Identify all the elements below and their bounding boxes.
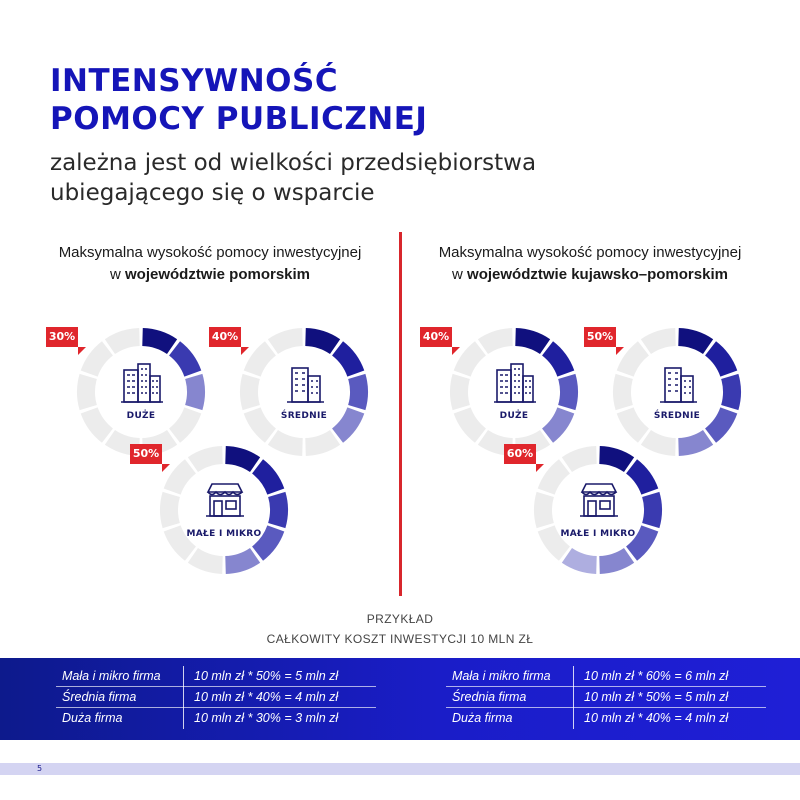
example-heading: PRZYKŁAD <box>366 612 434 626</box>
calc-row <box>446 666 766 687</box>
donut-segment-empty <box>613 374 633 410</box>
donut-segment-empty <box>562 446 597 472</box>
right-heading-line-1: Maksymalna wysokość pomocy inwestycyjnej <box>438 244 742 261</box>
donut-segment-filled <box>169 341 201 376</box>
subtitle-line-2: ubiegającego się o wsparcie <box>50 180 375 206</box>
donut-segment-filled <box>678 328 713 354</box>
donut-segment-empty <box>188 446 223 472</box>
calc-firm-type: Duża firma <box>452 711 513 725</box>
calc-formula: 10 mln zł * 60% = 6 mln zł <box>584 669 729 683</box>
donut-segment-empty <box>160 492 180 528</box>
panel-divider <box>399 232 402 596</box>
page-subtitle <box>50 148 536 208</box>
donut-segment-empty <box>77 374 97 410</box>
donut-segment-filled <box>642 492 662 528</box>
calc-firm-type: Średnia firma <box>62 690 137 704</box>
donut-segment-filled <box>252 459 284 494</box>
donut-segment-empty <box>641 328 676 354</box>
donut-segment-empty <box>188 548 223 574</box>
donut-left-large <box>75 326 207 458</box>
example-subheading: CAŁKOWITY KOSZT INWESTYCJI 10 MLN ZŁ <box>266 632 534 646</box>
donut-segment-filled <box>558 374 578 410</box>
medium-building-icon <box>284 360 326 404</box>
donut-right-medium <box>611 326 743 458</box>
donut-label: MAŁE I MIKRO <box>186 529 262 539</box>
right-panel-heading <box>420 242 760 286</box>
badge-right-large: 40% <box>420 327 452 347</box>
donut-segment-filled <box>185 374 205 410</box>
calc-firm-type: Mała i mikro firma <box>452 669 551 683</box>
donut-segment-filled <box>599 548 634 574</box>
badge-left-medium: 40% <box>209 327 241 347</box>
medium-building-icon <box>657 360 699 404</box>
calc-formula: 10 mln zł * 50% = 5 mln zł <box>194 669 339 683</box>
calc-formula: 10 mln zł * 40% = 4 mln zł <box>194 690 339 704</box>
donut-right-small <box>532 444 664 576</box>
subtitle-line-1: zależna jest od wielkości przedsiębiorstwa <box>50 150 537 176</box>
calc-row <box>56 708 376 729</box>
badge-left-small: 50% <box>130 444 162 464</box>
donut-segment-empty <box>105 328 140 354</box>
left-heading-line-1: Maksymalna wysokość pomocy inwestycyjnej <box>58 244 362 261</box>
left-heading-prefix: w <box>109 266 125 283</box>
donut-segment-filled <box>626 459 658 494</box>
calc-firm-type: Średnia firma <box>452 690 527 704</box>
donut-segment-filled <box>332 341 364 376</box>
donut-segment-empty <box>305 430 340 456</box>
donut-segment-filled <box>142 328 177 354</box>
right-heading-prefix: w <box>452 266 468 283</box>
calc-formula: 10 mln zł * 40% = 4 mln zł <box>584 711 729 725</box>
donut-left-small <box>158 444 290 576</box>
large-buildings-icon <box>494 360 536 404</box>
badge-right-small: 60% <box>504 444 536 464</box>
donut-segment-filled <box>225 446 260 472</box>
donut-segment-empty <box>534 492 554 528</box>
left-heading-region: województwie pomorskim <box>124 266 311 283</box>
calc-row <box>446 708 766 729</box>
donut-segment-filled <box>721 374 741 410</box>
donut-segment-filled <box>599 446 634 472</box>
donut-segment-filled <box>678 430 713 456</box>
title-line-1: INTENSYWNOŚĆ <box>50 63 339 99</box>
footer-bar <box>0 763 800 775</box>
donut-segment-empty <box>268 328 303 354</box>
donut-segment-empty <box>450 374 470 410</box>
donut-label: DUŻE <box>126 411 156 421</box>
calc-firm-type: Mała i mikro firma <box>62 669 161 683</box>
donut-segment-filled <box>225 548 260 574</box>
donut-segment-filled <box>305 328 340 354</box>
calc-row <box>56 687 376 708</box>
donut-right-large <box>448 326 580 458</box>
donut-label: DUŻE <box>499 411 529 421</box>
title-line-2: POMOCY PUBLICZNEJ <box>50 101 428 137</box>
badge-left-large: 30% <box>46 327 78 347</box>
donut-segment-filled <box>705 341 737 376</box>
calc-table-right <box>446 666 766 729</box>
badge-right-medium: 50% <box>584 327 616 347</box>
donut-segment-filled <box>348 374 368 410</box>
donut-label: ŚREDNIE <box>653 411 701 421</box>
donut-label: MAŁE I MIKRO <box>560 529 636 539</box>
donut-left-medium <box>238 326 370 458</box>
calc-table-left <box>56 666 376 729</box>
example-calculation-band <box>0 658 800 740</box>
shop-icon <box>578 478 620 522</box>
right-heading-region: województwie kujawsko–pomorskim <box>467 266 728 283</box>
calc-formula: 10 mln zł * 50% = 5 mln zł <box>584 690 729 704</box>
calc-firm-type: Duża firma <box>62 711 123 725</box>
donut-segment-filled <box>542 341 574 376</box>
donut-segment-filled <box>562 548 597 574</box>
shop-icon <box>204 478 246 522</box>
donut-segment-empty <box>240 374 260 410</box>
calc-row <box>56 666 376 687</box>
donut-segment-empty <box>478 328 513 354</box>
page-title <box>50 62 427 138</box>
donut-segment-filled <box>515 328 550 354</box>
left-panel-heading <box>40 242 380 286</box>
donut-label: ŚREDNIE <box>280 411 328 421</box>
calc-formula: 10 mln zł * 30% = 3 mln zł <box>194 711 339 725</box>
calc-row <box>446 687 766 708</box>
large-buildings-icon <box>121 360 163 404</box>
page-number: 5 <box>37 764 43 773</box>
donut-segment-filled <box>268 492 288 528</box>
